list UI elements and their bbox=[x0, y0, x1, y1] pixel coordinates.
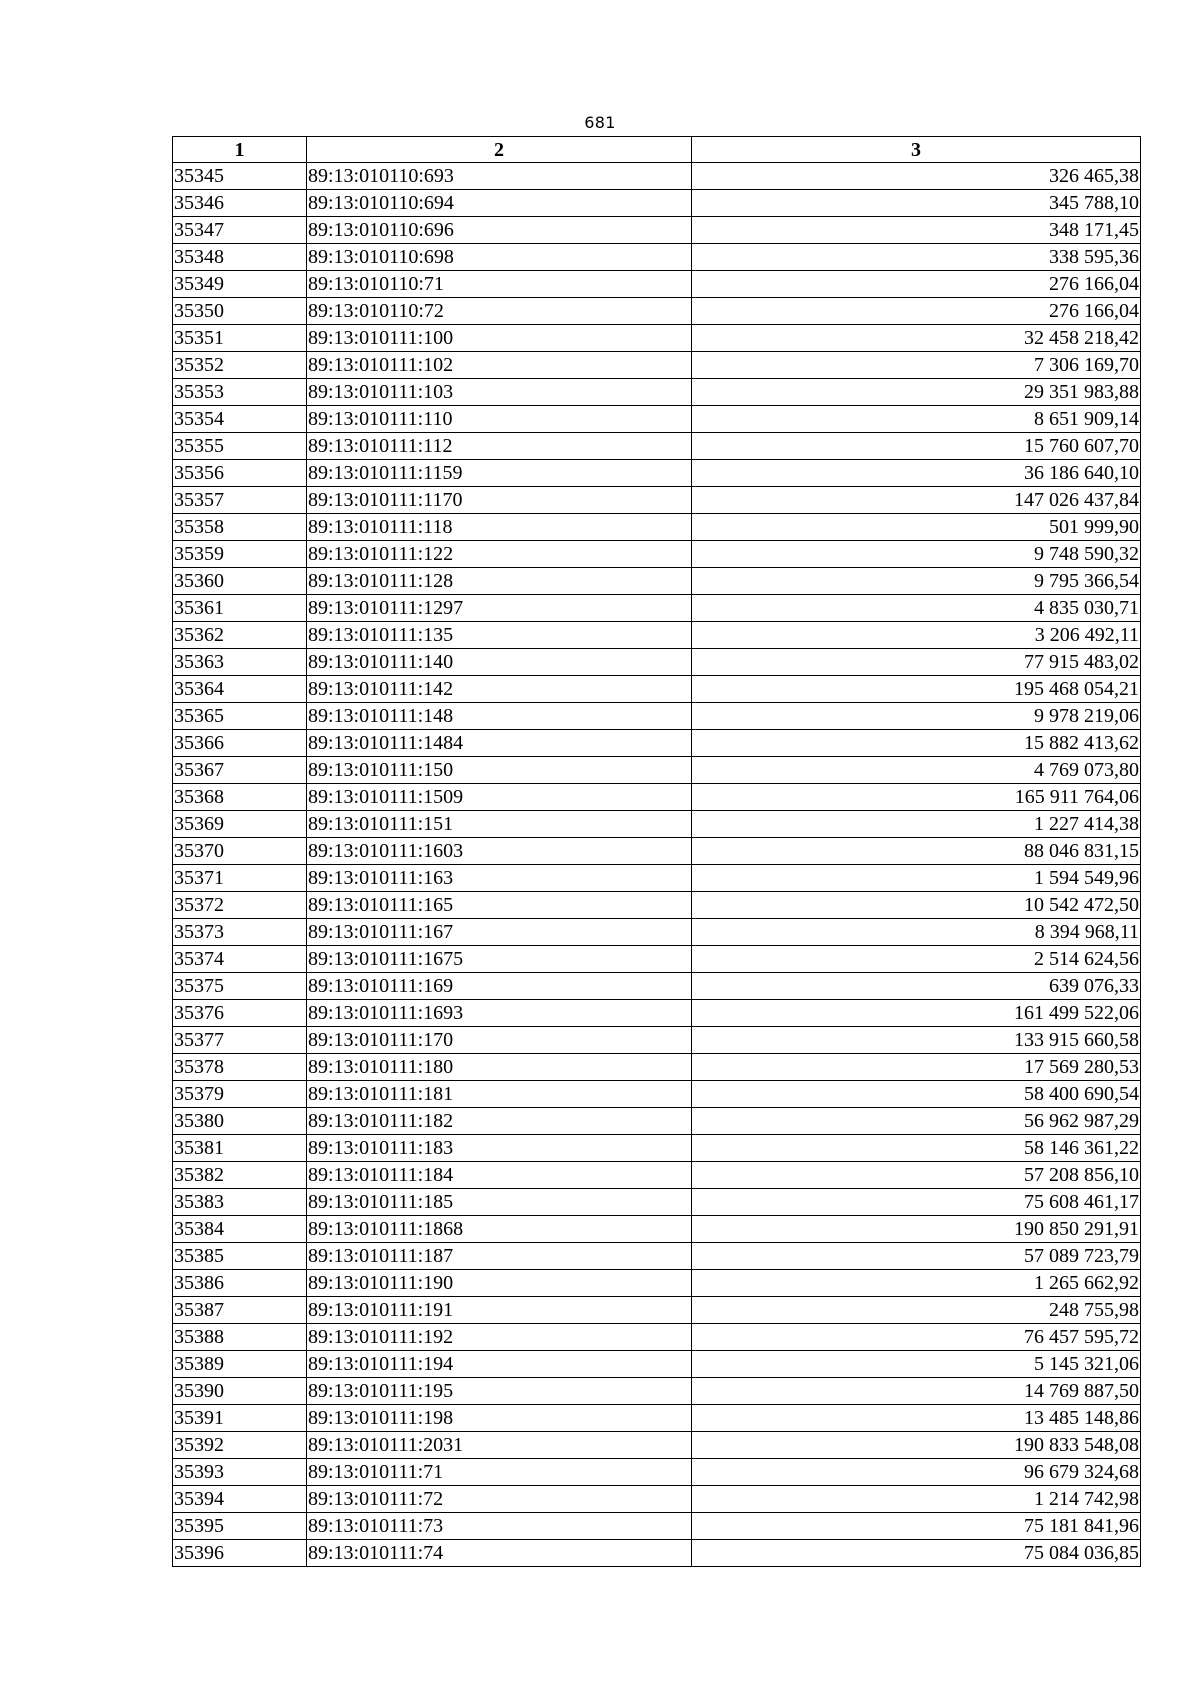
cadastral-value-cell: 133 915 660,58 bbox=[692, 1027, 1141, 1054]
table-row bbox=[173, 406, 1141, 433]
row-number-cell: 35388 bbox=[173, 1324, 307, 1351]
cadastral-value-cell: 4 769 073,80 bbox=[692, 757, 1141, 784]
cadastral-number-cell: 89:13:010111:184 bbox=[307, 1162, 692, 1189]
cadastral-value-cell: 190 833 548,08 bbox=[692, 1432, 1141, 1459]
cadastral-number-cell: 89:13:010111:185 bbox=[307, 1189, 692, 1216]
cadastral-number-cell: 89:13:010111:1170 bbox=[307, 487, 692, 514]
row-number-cell: 35381 bbox=[173, 1135, 307, 1162]
cadastral-number-cell: 89:13:010111:73 bbox=[307, 1513, 692, 1540]
cadastral-number-cell: 89:13:010111:148 bbox=[307, 703, 692, 730]
cadastral-number-cell: 89:13:010110:696 bbox=[307, 217, 692, 244]
cadastral-value-cell: 248 755,98 bbox=[692, 1297, 1141, 1324]
row-number-cell: 35392 bbox=[173, 1432, 307, 1459]
row-number-cell: 35362 bbox=[173, 622, 307, 649]
table-row bbox=[173, 1216, 1141, 1243]
table-row bbox=[173, 352, 1141, 379]
cadastral-value-cell: 75 608 461,17 bbox=[692, 1189, 1141, 1216]
cadastral-number-cell: 89:13:010111:142 bbox=[307, 676, 692, 703]
column-header-1: 1 bbox=[173, 137, 307, 163]
row-number-cell: 35383 bbox=[173, 1189, 307, 1216]
table-row bbox=[173, 541, 1141, 568]
cadastral-value-cell: 639 076,33 bbox=[692, 973, 1141, 1000]
cadastral-number-cell: 89:13:010111:151 bbox=[307, 811, 692, 838]
row-number-cell: 35376 bbox=[173, 1000, 307, 1027]
cadastral-value-cell: 9 978 219,06 bbox=[692, 703, 1141, 730]
row-number-cell: 35386 bbox=[173, 1270, 307, 1297]
cadastral-value-cell: 5 145 321,06 bbox=[692, 1351, 1141, 1378]
cadastral-value-cell: 161 499 522,06 bbox=[692, 1000, 1141, 1027]
cadastral-value-cell: 10 542 472,50 bbox=[692, 892, 1141, 919]
cadastral-value-cell: 56 962 987,29 bbox=[692, 1108, 1141, 1135]
row-number-cell: 35366 bbox=[173, 730, 307, 757]
table-row bbox=[173, 1297, 1141, 1324]
cadastral-value-cell: 147 026 437,84 bbox=[692, 487, 1141, 514]
table-row bbox=[173, 811, 1141, 838]
table-row bbox=[173, 244, 1141, 271]
cadastral-value-cell: 345 788,10 bbox=[692, 190, 1141, 217]
cadastral-value-cell: 1 265 662,92 bbox=[692, 1270, 1141, 1297]
table-row bbox=[173, 1351, 1141, 1378]
cadastral-number-cell: 89:13:010111:1603 bbox=[307, 838, 692, 865]
cadastral-value-cell: 195 468 054,21 bbox=[692, 676, 1141, 703]
row-number-cell: 35396 bbox=[173, 1540, 307, 1567]
table-row bbox=[173, 325, 1141, 352]
row-number-cell: 35371 bbox=[173, 865, 307, 892]
cadastral-number-cell: 89:13:010110:698 bbox=[307, 244, 692, 271]
row-number-cell: 35378 bbox=[173, 1054, 307, 1081]
table-row bbox=[173, 1189, 1141, 1216]
cadastral-value-cell: 190 850 291,91 bbox=[692, 1216, 1141, 1243]
cadastral-number-cell: 89:13:010111:191 bbox=[307, 1297, 692, 1324]
cadastral-value-cell: 14 769 887,50 bbox=[692, 1378, 1141, 1405]
row-number-cell: 35348 bbox=[173, 244, 307, 271]
cadastral-number-cell: 89:13:010111:1159 bbox=[307, 460, 692, 487]
table-row bbox=[173, 892, 1141, 919]
table-row bbox=[173, 595, 1141, 622]
row-number-cell: 35364 bbox=[173, 676, 307, 703]
row-number-cell: 35394 bbox=[173, 1486, 307, 1513]
table-row bbox=[173, 1162, 1141, 1189]
column-header-2: 2 bbox=[307, 137, 692, 163]
cadastral-value-cell: 9 795 366,54 bbox=[692, 568, 1141, 595]
table-row bbox=[173, 676, 1141, 703]
row-number-cell: 35358 bbox=[173, 514, 307, 541]
row-number-cell: 35347 bbox=[173, 217, 307, 244]
cadastral-number-cell: 89:13:010111:1484 bbox=[307, 730, 692, 757]
cadastral-value-cell: 75 084 036,85 bbox=[692, 1540, 1141, 1567]
row-number-cell: 35365 bbox=[173, 703, 307, 730]
row-number-cell: 35353 bbox=[173, 379, 307, 406]
row-number-cell: 35372 bbox=[173, 892, 307, 919]
column-header-3: 3 bbox=[692, 137, 1141, 163]
cadastral-number-cell: 89:13:010110:693 bbox=[307, 163, 692, 190]
cadastral-number-cell: 89:13:010111:71 bbox=[307, 1459, 692, 1486]
header-row bbox=[173, 137, 1141, 163]
data-table bbox=[172, 136, 1141, 1567]
table-row bbox=[173, 622, 1141, 649]
row-number-cell: 35370 bbox=[173, 838, 307, 865]
cadastral-value-cell: 276 166,04 bbox=[692, 298, 1141, 325]
row-number-cell: 35369 bbox=[173, 811, 307, 838]
table-row bbox=[173, 865, 1141, 892]
cadastral-value-cell: 77 915 483,02 bbox=[692, 649, 1141, 676]
row-number-cell: 35377 bbox=[173, 1027, 307, 1054]
row-number-cell: 35361 bbox=[173, 595, 307, 622]
table-row bbox=[173, 1027, 1141, 1054]
cadastral-value-cell: 76 457 595,72 bbox=[692, 1324, 1141, 1351]
table-row bbox=[173, 379, 1141, 406]
row-number-cell: 35387 bbox=[173, 1297, 307, 1324]
row-number-cell: 35393 bbox=[173, 1459, 307, 1486]
table-row bbox=[173, 487, 1141, 514]
cadastral-number-cell: 89:13:010111:135 bbox=[307, 622, 692, 649]
cadastral-value-cell: 57 089 723,79 bbox=[692, 1243, 1141, 1270]
cadastral-number-cell: 89:13:010111:118 bbox=[307, 514, 692, 541]
table-row bbox=[173, 433, 1141, 460]
cadastral-number-cell: 89:13:010111:190 bbox=[307, 1270, 692, 1297]
row-number-cell: 35380 bbox=[173, 1108, 307, 1135]
cadastral-value-cell: 36 186 640,10 bbox=[692, 460, 1141, 487]
cadastral-number-cell: 89:13:010111:72 bbox=[307, 1486, 692, 1513]
cadastral-number-cell: 89:13:010111:112 bbox=[307, 433, 692, 460]
cadastral-number-cell: 89:13:010111:102 bbox=[307, 352, 692, 379]
cadastral-number-cell: 89:13:010111:194 bbox=[307, 1351, 692, 1378]
table-row bbox=[173, 1378, 1141, 1405]
table-row bbox=[173, 460, 1141, 487]
table-row bbox=[173, 838, 1141, 865]
cadastral-number-cell: 89:13:010111:195 bbox=[307, 1378, 692, 1405]
row-number-cell: 35391 bbox=[173, 1405, 307, 1432]
cadastral-number-cell: 89:13:010111:122 bbox=[307, 541, 692, 568]
cadastral-value-cell: 57 208 856,10 bbox=[692, 1162, 1141, 1189]
cadastral-value-cell: 58 146 361,22 bbox=[692, 1135, 1141, 1162]
cadastral-number-cell: 89:13:010111:181 bbox=[307, 1081, 692, 1108]
table-row bbox=[173, 271, 1141, 298]
row-number-cell: 35385 bbox=[173, 1243, 307, 1270]
table-row bbox=[173, 298, 1141, 325]
cadastral-value-cell: 13 485 148,86 bbox=[692, 1405, 1141, 1432]
row-number-cell: 35345 bbox=[173, 163, 307, 190]
cadastral-number-cell: 89:13:010111:167 bbox=[307, 919, 692, 946]
cadastral-value-cell: 29 351 983,88 bbox=[692, 379, 1141, 406]
row-number-cell: 35346 bbox=[173, 190, 307, 217]
row-number-cell: 35395 bbox=[173, 1513, 307, 1540]
table-row bbox=[173, 649, 1141, 676]
row-number-cell: 35352 bbox=[173, 352, 307, 379]
row-number-cell: 35351 bbox=[173, 325, 307, 352]
cadastral-number-cell: 89:13:010111:1868 bbox=[307, 1216, 692, 1243]
table-row bbox=[173, 1270, 1141, 1297]
cadastral-value-cell: 4 835 030,71 bbox=[692, 595, 1141, 622]
cadastral-value-cell: 96 679 324,68 bbox=[692, 1459, 1141, 1486]
cadastral-value-cell: 1 227 414,38 bbox=[692, 811, 1141, 838]
table-row bbox=[173, 919, 1141, 946]
table-row bbox=[173, 1243, 1141, 1270]
cadastral-value-cell: 276 166,04 bbox=[692, 271, 1141, 298]
cadastral-number-cell: 89:13:010111:187 bbox=[307, 1243, 692, 1270]
cadastral-value-cell: 326 465,38 bbox=[692, 163, 1141, 190]
table-row bbox=[173, 1432, 1141, 1459]
table-row bbox=[173, 730, 1141, 757]
row-number-cell: 35349 bbox=[173, 271, 307, 298]
table-row bbox=[173, 1135, 1141, 1162]
row-number-cell: 35384 bbox=[173, 1216, 307, 1243]
cadastral-value-cell: 8 394 968,11 bbox=[692, 919, 1141, 946]
row-number-cell: 35379 bbox=[173, 1081, 307, 1108]
table-row bbox=[173, 1513, 1141, 1540]
cadastral-value-cell: 165 911 764,06 bbox=[692, 784, 1141, 811]
cadastral-value-cell: 9 748 590,32 bbox=[692, 541, 1141, 568]
row-number-cell: 35374 bbox=[173, 946, 307, 973]
table-row bbox=[173, 973, 1141, 1000]
row-number-cell: 35389 bbox=[173, 1351, 307, 1378]
table-row bbox=[173, 1540, 1141, 1567]
table-row bbox=[173, 1081, 1141, 1108]
row-number-cell: 35355 bbox=[173, 433, 307, 460]
table-row bbox=[173, 568, 1141, 595]
table-row bbox=[173, 1054, 1141, 1081]
cadastral-value-cell: 32 458 218,42 bbox=[692, 325, 1141, 352]
table-row bbox=[173, 946, 1141, 973]
table-body bbox=[173, 163, 1141, 1567]
row-number-cell: 35356 bbox=[173, 460, 307, 487]
cadastral-value-cell: 348 171,45 bbox=[692, 217, 1141, 244]
row-number-cell: 35375 bbox=[173, 973, 307, 1000]
cadastral-number-cell: 89:13:010111:170 bbox=[307, 1027, 692, 1054]
cadastral-number-cell: 89:13:010111:1675 bbox=[307, 946, 692, 973]
table-row bbox=[173, 1486, 1141, 1513]
row-number-cell: 35382 bbox=[173, 1162, 307, 1189]
cadastral-number-cell: 89:13:010111:1297 bbox=[307, 595, 692, 622]
row-number-cell: 35363 bbox=[173, 649, 307, 676]
row-number-cell: 35360 bbox=[173, 568, 307, 595]
cadastral-value-cell: 2 514 624,56 bbox=[692, 946, 1141, 973]
table-row bbox=[173, 1405, 1141, 1432]
cadastral-value-cell: 1 594 549,96 bbox=[692, 865, 1141, 892]
table-row bbox=[173, 217, 1141, 244]
cadastral-number-cell: 89:13:010110:694 bbox=[307, 190, 692, 217]
table-row bbox=[173, 1108, 1141, 1135]
cadastral-number-cell: 89:13:010111:169 bbox=[307, 973, 692, 1000]
table-row bbox=[173, 514, 1141, 541]
page-number: 681 bbox=[584, 113, 616, 132]
cadastral-value-cell: 58 400 690,54 bbox=[692, 1081, 1141, 1108]
cadastral-number-cell: 89:13:010111:183 bbox=[307, 1135, 692, 1162]
table-row bbox=[173, 757, 1141, 784]
cadastral-number-cell: 89:13:010111:163 bbox=[307, 865, 692, 892]
cadastral-number-cell: 89:13:010111:198 bbox=[307, 1405, 692, 1432]
cadastral-value-cell: 88 046 831,15 bbox=[692, 838, 1141, 865]
table-row bbox=[173, 163, 1141, 190]
cadastral-value-cell: 338 595,36 bbox=[692, 244, 1141, 271]
row-number-cell: 35390 bbox=[173, 1378, 307, 1405]
row-number-cell: 35359 bbox=[173, 541, 307, 568]
table-row bbox=[173, 1000, 1141, 1027]
cadastral-value-cell: 501 999,90 bbox=[692, 514, 1141, 541]
cadastral-number-cell: 89:13:010111:100 bbox=[307, 325, 692, 352]
row-number-cell: 35357 bbox=[173, 487, 307, 514]
table-row bbox=[173, 703, 1141, 730]
cadastral-number-cell: 89:13:010111:110 bbox=[307, 406, 692, 433]
row-number-cell: 35367 bbox=[173, 757, 307, 784]
row-number-cell: 35368 bbox=[173, 784, 307, 811]
cadastral-value-cell: 8 651 909,14 bbox=[692, 406, 1141, 433]
cadastral-number-cell: 89:13:010111:180 bbox=[307, 1054, 692, 1081]
table-row bbox=[173, 190, 1141, 217]
cadastral-number-cell: 89:13:010111:192 bbox=[307, 1324, 692, 1351]
cadastral-number-cell: 89:13:010110:72 bbox=[307, 298, 692, 325]
cadastral-number-cell: 89:13:010111:1693 bbox=[307, 1000, 692, 1027]
cadastral-value-cell: 15 882 413,62 bbox=[692, 730, 1141, 757]
cadastral-number-cell: 89:13:010111:140 bbox=[307, 649, 692, 676]
cadastral-value-cell: 17 569 280,53 bbox=[692, 1054, 1141, 1081]
table-row bbox=[173, 1324, 1141, 1351]
cadastral-number-cell: 89:13:010111:103 bbox=[307, 379, 692, 406]
cadastral-number-cell: 89:13:010111:74 bbox=[307, 1540, 692, 1567]
cadastral-number-cell: 89:13:010111:1509 bbox=[307, 784, 692, 811]
cadastral-number-cell: 89:13:010111:2031 bbox=[307, 1432, 692, 1459]
row-number-cell: 35373 bbox=[173, 919, 307, 946]
table-row bbox=[173, 784, 1141, 811]
table-row bbox=[173, 1459, 1141, 1486]
cadastral-value-cell: 3 206 492,11 bbox=[692, 622, 1141, 649]
row-number-cell: 35350 bbox=[173, 298, 307, 325]
row-number-cell: 35354 bbox=[173, 406, 307, 433]
cadastral-number-cell: 89:13:010110:71 bbox=[307, 271, 692, 298]
cadastral-number-cell: 89:13:010111:165 bbox=[307, 892, 692, 919]
cadastral-value-cell: 7 306 169,70 bbox=[692, 352, 1141, 379]
cadastral-value-cell: 15 760 607,70 bbox=[692, 433, 1141, 460]
cadastral-number-cell: 89:13:010111:128 bbox=[307, 568, 692, 595]
cadastral-value-cell: 1 214 742,98 bbox=[692, 1486, 1141, 1513]
cadastral-number-cell: 89:13:010111:150 bbox=[307, 757, 692, 784]
cadastral-value-cell: 75 181 841,96 bbox=[692, 1513, 1141, 1540]
cadastral-number-cell: 89:13:010111:182 bbox=[307, 1108, 692, 1135]
